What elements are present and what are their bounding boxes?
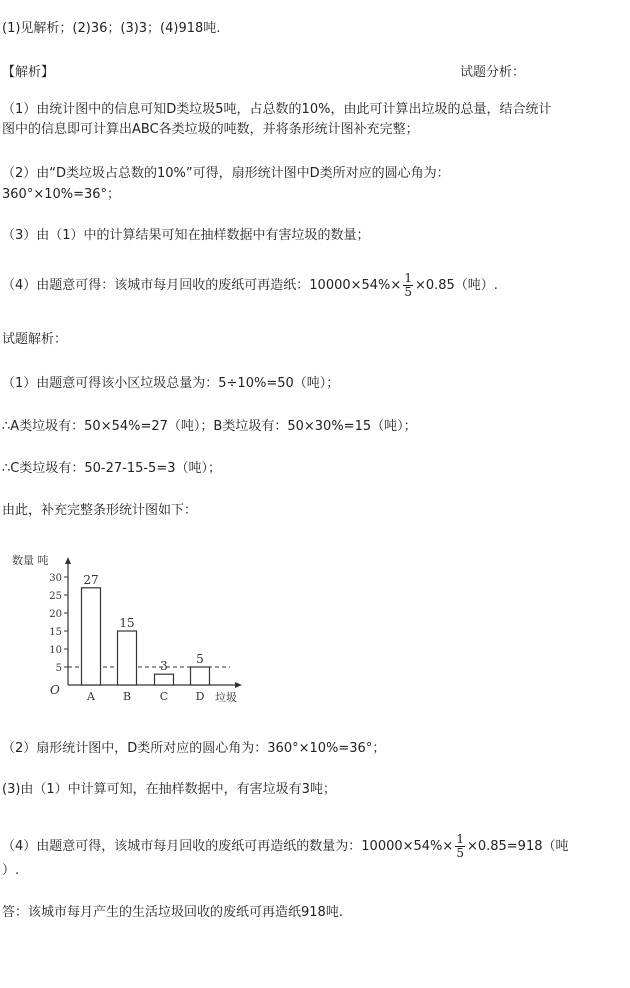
bar-c <box>155 674 174 685</box>
x-axis-arrow <box>235 682 242 688</box>
x-tick-label: C <box>159 690 169 703</box>
fraction <box>455 833 465 860</box>
x-tick-label: A <box>87 690 95 703</box>
data-label: 5 <box>196 652 204 666</box>
solution-s3: ∴C类垃圾有：50-27-15-5=3（吨）； <box>2 461 221 476</box>
analysis-p4-text: （4）由题意可得：该城市每月回收的废纸可再造纸：10000×54%× <box>2 278 402 293</box>
x-axis-label: 垃圾 <box>215 691 237 704</box>
analysis-p2-line2: 360°×10%=36°； <box>2 187 121 202</box>
data-label: 3 <box>160 659 168 674</box>
analysis-heading: 【解析】 <box>2 65 55 80</box>
bar-a <box>82 588 101 685</box>
answer-summary: (1)见解析；(2)36；(3)3；(4)918吨. <box>2 21 221 36</box>
y-tick-label: 15 <box>49 627 62 638</box>
y-tick-label: 5 <box>55 663 62 674</box>
y-axis-label: 数量 吨 <box>12 554 49 567</box>
solution-s5: （2）扇形统计图中，D类所对应的圆心角为：360°×10%=36°； <box>2 741 386 756</box>
solution-s4: 由此，补充完整条形统计图如下： <box>2 503 198 518</box>
bar-b <box>118 631 137 685</box>
x-tick-label: D <box>195 690 205 703</box>
solution-s2: ∴A类垃圾有：50×54%=27（吨）；B类垃圾有：50×30%=15（吨）； <box>2 419 417 434</box>
x-tick-label: B <box>122 690 132 703</box>
analysis-p4-tail: ×0.85（吨）. <box>414 278 498 293</box>
fraction-denominator: 5 <box>456 846 464 860</box>
analysis-p1-line2: 图中的信息即可计算出ABC各类垃圾的吨数，并将条形统计图补充完整； <box>2 122 419 137</box>
final-answer: 答：该城市每月产生的生活垃圾回收的废纸可再造纸918吨. <box>2 905 343 920</box>
y-tick-label: 20 <box>49 609 62 620</box>
y-tick-label: 30 <box>49 573 62 584</box>
solution-s7-tail: ×0.85=918（吨 <box>466 839 569 854</box>
solution-s7-end: ）. <box>2 863 20 878</box>
analysis-p2-line1: （2）由“D类垃圾占总数的10%”可得，扇形统计图中D类所对应的圆心角为： <box>2 166 450 181</box>
y-axis-arrow <box>65 557 71 564</box>
solution-s7-text: （4）由题意可得，该城市每月回收的废纸可再造纸的数量为：10000×54%× <box>2 839 454 854</box>
solution-s7 <box>2 833 569 860</box>
bar-d <box>191 667 210 685</box>
origin-label: O <box>50 683 60 697</box>
fraction-numerator: 1 <box>456 832 464 846</box>
analysis-p3: （3）由（1）中的计算结果可知在抽样数据中有害垃圾的数量； <box>2 228 370 243</box>
y-tick-label: 10 <box>49 645 62 656</box>
solution-heading: 试题解析： <box>2 332 68 347</box>
fraction <box>403 272 413 299</box>
analysis-p4 <box>2 272 498 299</box>
fraction-denominator: 5 <box>404 285 412 299</box>
bar-chart <box>8 547 248 707</box>
solution-s6: (3)由（1）中计算可知，在抽样数据中，有害垃圾有3吨； <box>2 782 336 797</box>
analysis-p1-line1: （1）由统计图中的信息可知D类垃圾5吨，占总数的10%，由此可计算出垃圾的总量，结合统计 <box>2 102 552 117</box>
y-tick-label: 25 <box>49 591 62 602</box>
solution-s1: （1）由题意可得该小区垃圾总量为：5÷10%=50（吨）； <box>2 376 340 391</box>
data-label: 15 <box>119 616 135 630</box>
data-label: 27 <box>83 572 99 587</box>
analysis-subheading: 试题分析： <box>460 65 526 80</box>
fraction-numerator: 1 <box>404 271 412 285</box>
